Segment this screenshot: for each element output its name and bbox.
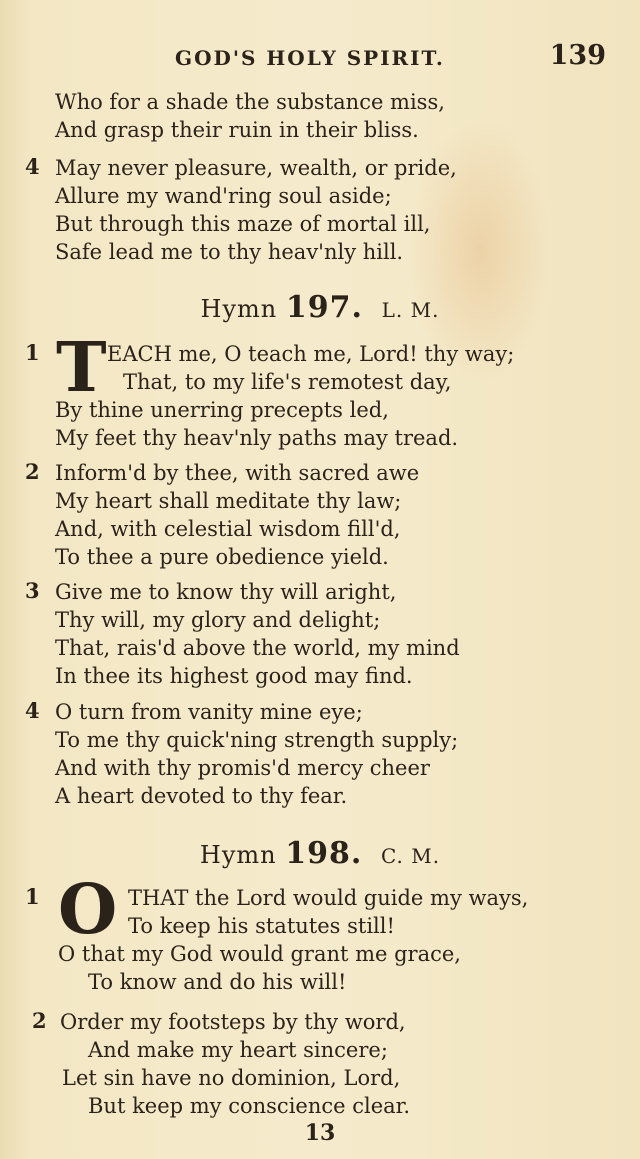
stanza-number: 3 [25, 578, 40, 603]
stanza-number: 2 [25, 459, 40, 484]
verse-line: And grasp their ruin in their bliss. [55, 118, 419, 142]
stanza-4-prev-hymn [0, 154, 620, 266]
hymn-197-stanza-4 [0, 698, 620, 810]
verse-line: To know and do his will! [88, 970, 347, 994]
verse-line: And make my heart sincere; [88, 1038, 388, 1062]
hymn-198-heading [0, 836, 640, 871]
verse-line: And with thy promis'd mercy cheer [55, 756, 430, 780]
hymn-meter: L. M. [381, 298, 440, 322]
verse-line: THAT the Lord would guide my ways, [128, 886, 529, 910]
verse-line: May never pleasure, wealth, or pride, [55, 156, 457, 180]
drop-cap: O [58, 870, 118, 950]
stanza-number: 4 [25, 154, 40, 179]
hymn-197-heading [0, 290, 640, 325]
verse-line: Order my footsteps by thy word, [60, 1010, 406, 1034]
verse-line: EACH me, O teach me, Lord! thy way; [107, 342, 515, 366]
hymn-label: Hymn [199, 841, 277, 869]
stanza-number: 4 [25, 698, 40, 723]
hymn-meter: C. M. [380, 844, 441, 868]
verse-line: To thee a pure obedience yield. [55, 545, 389, 569]
verse-line: That, to my life's remotest day, [123, 370, 452, 394]
verse-line: O that my God would grant me grace, [58, 942, 461, 966]
running-head [0, 40, 640, 76]
hymn-197-stanza-1 [0, 328, 620, 452]
verse-line: My feet thy heav'nly paths may tread. [55, 426, 459, 450]
verse-line: Safe lead me to thy heav'nly hill. [55, 240, 404, 264]
verse-line: But through this maze of mortal ill, [55, 212, 431, 236]
verse-line: By thine unerring precepts led, [55, 398, 389, 422]
stanza-number: 2 [32, 1008, 47, 1033]
verse-line: O turn from vanity mine eye; [55, 700, 363, 724]
hymn-198-stanza-1 [0, 870, 620, 996]
verse-line: A heart devoted to thy fear. [55, 784, 348, 808]
verse-line: To keep his statutes still! [128, 914, 395, 938]
verse-line: Inform'd by thee, with sacred awe [55, 461, 420, 485]
verse-line: And, with celestial wisdom fill'd, [55, 517, 401, 541]
page-number: 139 [549, 40, 606, 71]
hymn-198-stanza-2 [0, 1008, 620, 1120]
verse-line: To me thy quick'ning strength supply; [55, 728, 459, 752]
verse-line: Who for a shade the substance miss, [55, 90, 445, 114]
signature-mark: 13 [304, 1120, 336, 1146]
hymn-number: 198. [285, 836, 363, 871]
hymn-197-stanza-2 [0, 459, 620, 571]
stanza-number: 1 [25, 884, 40, 909]
verse-line: Let sin have no dominion, Lord, [62, 1066, 401, 1090]
verse-line: In thee its highest good may find. [55, 664, 413, 688]
running-head-title: GOD'S HOLY SPIRIT. [175, 46, 445, 70]
verse-line: My heart shall meditate thy law; [55, 489, 402, 513]
stanza-number: 1 [25, 340, 40, 365]
hymn-label: Hymn [200, 295, 278, 323]
hymn-197-stanza-3 [0, 578, 620, 690]
verse-line: Allure my wand'ring soul aside; [55, 184, 392, 208]
drop-cap: T [56, 328, 107, 408]
verse-line: Give me to know thy will aright, [55, 580, 397, 604]
verse-line: Thy will, my glory and delight; [55, 608, 381, 632]
continued-stanza [0, 88, 620, 144]
verse-line: But keep my conscience clear. [88, 1094, 411, 1118]
hymn-number: 197. [285, 290, 363, 325]
verse-line: That, rais'd above the world, my mind [55, 636, 460, 660]
